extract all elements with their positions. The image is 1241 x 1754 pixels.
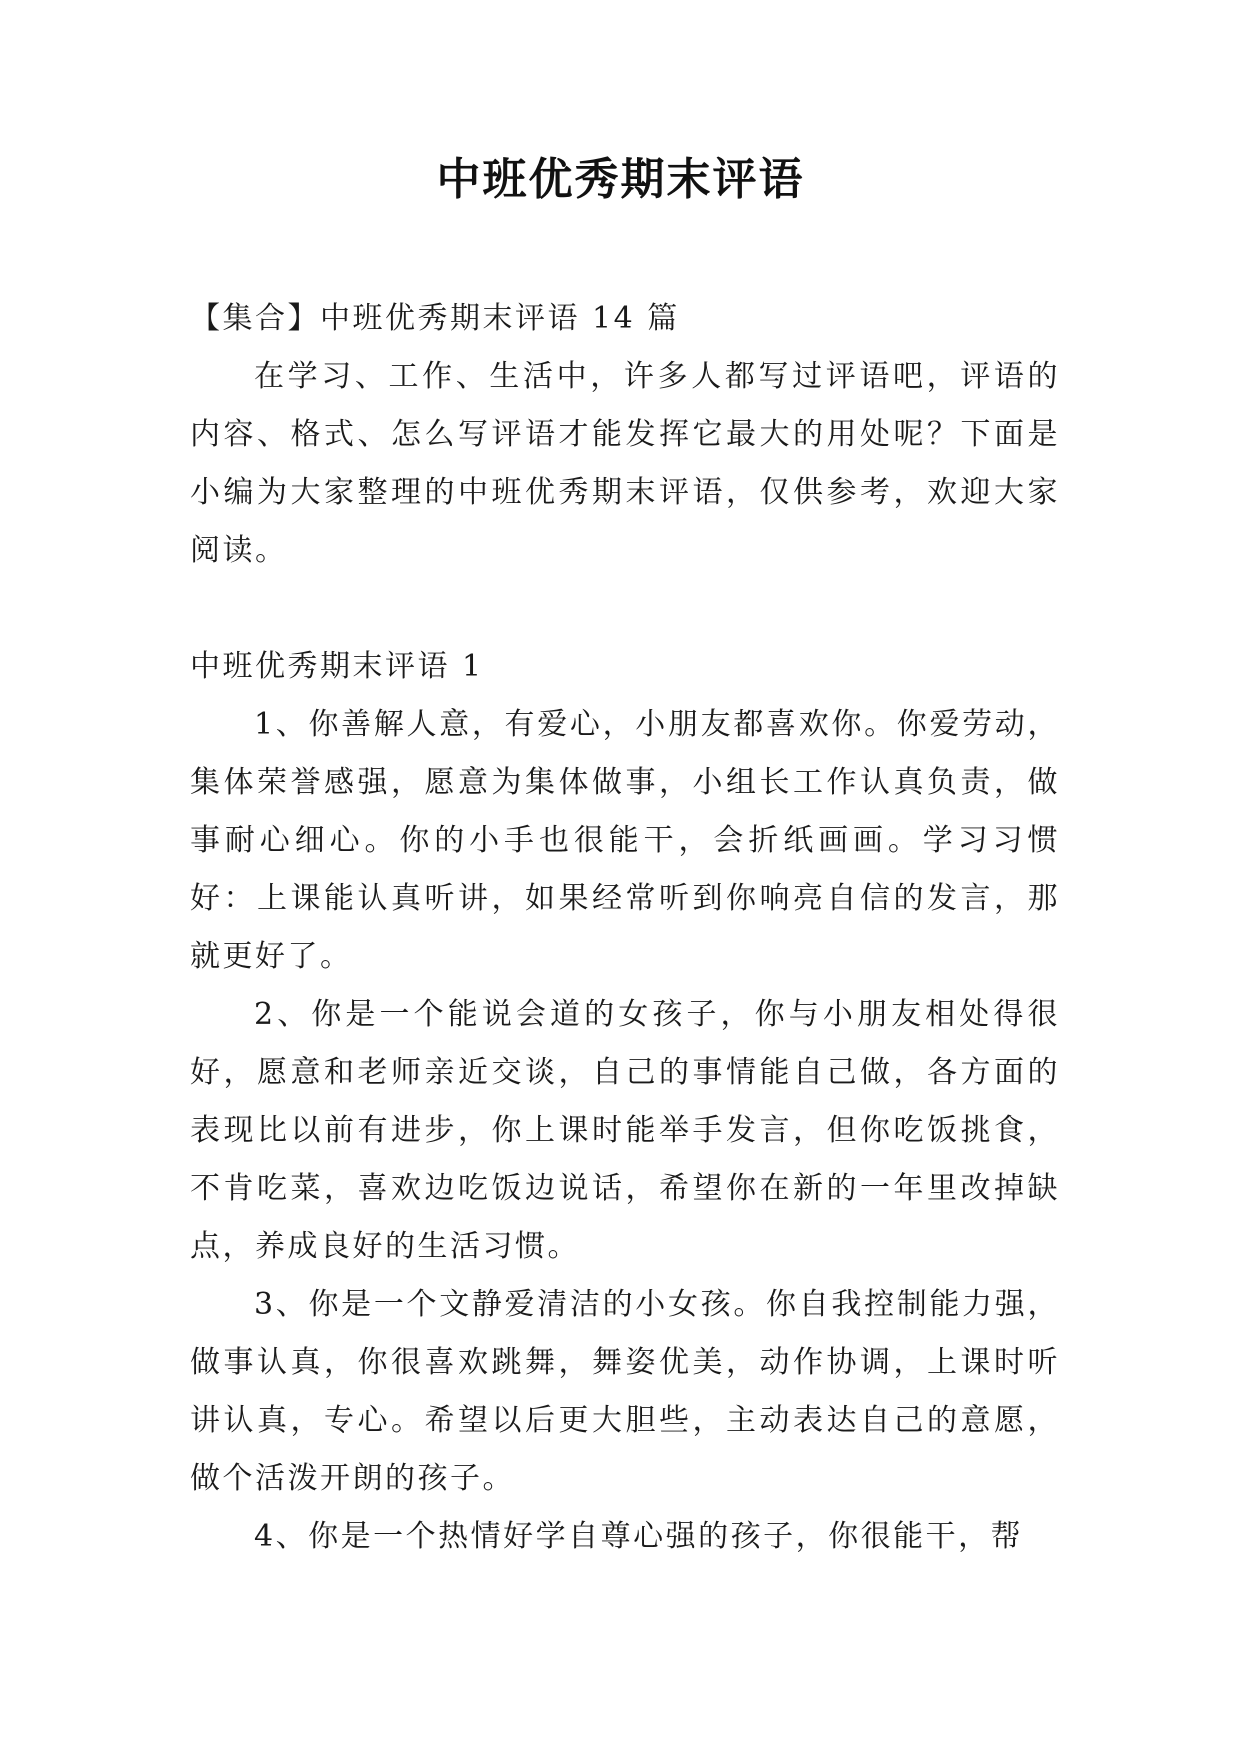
document-title: 中班优秀期末评语 — [436, 154, 805, 205]
comment-paragraph-2: 2、你是一个能说会道的女孩子，你与小朋友相处得很好，愿意和老师亲近交谈，自己的事情能自己做，各方面的表现比以前有进步，你上课时能举手发言，但你吃饭挑食，不肯吃菜，喜欢边吃饭边说话，希望你在新的一年里改掉缺点，养成良好的生活习惯。 — [190, 997, 1060, 1264]
section-heading: 中班优秀期末评语 1 — [190, 649, 484, 684]
document-subtitle: 【集合】中班优秀期末评语 14 篇 — [190, 301, 680, 336]
comment-paragraph-1: 1、你善解人意，有爱心，小朋友都喜欢你。你爱劳动，集体荣誉感强，愿意为集体做事，小组长工作认真负责，做事耐心细心。你的小手也很能干，会折纸画画。学习习惯好：上课能认真听讲，如果经常听到你响亮自信的发言，那就更好了。 — [190, 707, 1060, 974]
intro-paragraph: 在学习、工作、生活中，许多人都写过评语吧，评语的内容、格式、怎么写评语才能发挥它最大的用处呢？下面是小编为大家整理的中班优秀期末评语，仅供参考，欢迎大家阅读。 — [190, 359, 1060, 568]
paragraph-gap — [190, 580, 1060, 638]
document-body — [190, 290, 1060, 1566]
comment-paragraph-4: 4、你是一个热情好学自尊心强的孩子，你很能干，帮 — [254, 1519, 1024, 1554]
comment-paragraph-3: 3、你是一个文静爱清洁的小女孩。你自我控制能力强，做事认真，你很喜欢跳舞，舞姿优美，动作协调，上课时听讲认真，专心。希望以后更大胆些，主动表达自己的意愿，做个活泼开朗的孩子。 — [190, 1287, 1060, 1496]
